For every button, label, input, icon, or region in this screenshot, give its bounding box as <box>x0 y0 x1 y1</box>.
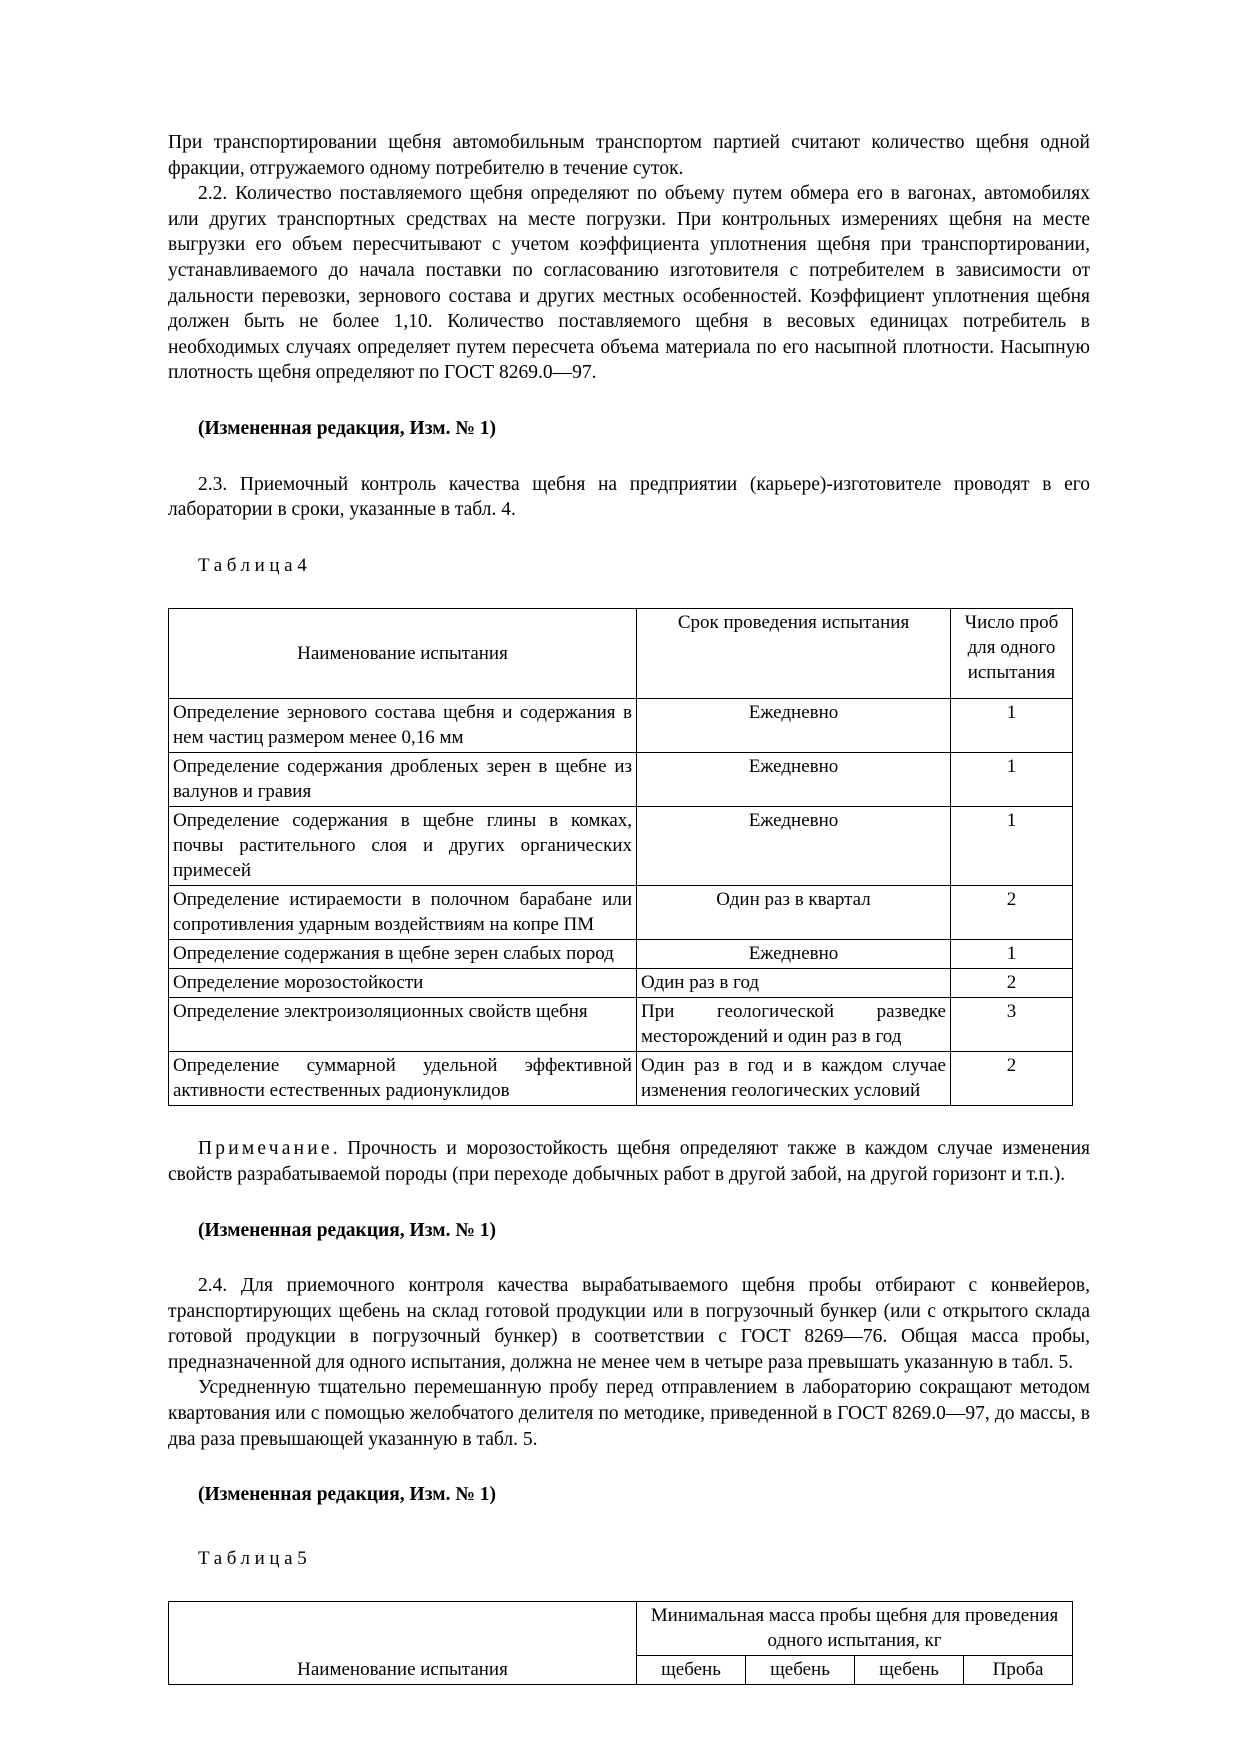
table4-cell-count: 1 <box>951 940 1073 969</box>
note-text: . Прочность и морозостойкость щебня определяют также в каждом случае изменения свойств разрабатываемой породы (при переходе добычных работ в другой забой, на другой горизонт и т.п.). <box>168 1138 1090 1185</box>
table5-subheader-4: Проба <box>964 1656 1073 1685</box>
table-row <box>169 940 1073 969</box>
table-row <box>169 1052 1073 1106</box>
table4-header-period: Срок проведения испытания <box>637 609 951 699</box>
table4-cell-name: Определение электроизоляционных свойств щебня <box>169 998 637 1052</box>
spacer <box>168 523 1090 553</box>
paragraph-2-4b: Усредненную тщательно перемешанную пробу перед отправлением в лабораторию сокращают методом квартования или с помощью желобчатого делителя по методике, приведенной в ГОСТ 8269.0—97, до массы, в два раза превышающей указанную в табл. 5. <box>168 1377 1090 1450</box>
table4-cell-count: 3 <box>951 998 1073 1052</box>
table5-caption <box>168 1546 1090 1572</box>
table-5 <box>168 1601 1073 1685</box>
table-row <box>169 699 1073 753</box>
table-row <box>169 998 1073 1052</box>
spacer <box>168 386 1090 416</box>
table4-caption-number: 4 <box>297 554 307 576</box>
table5-subheader-1: щебень <box>637 1656 746 1685</box>
spacer <box>168 1188 1090 1218</box>
spacer <box>168 1243 1090 1273</box>
note-label: Примечание <box>198 1138 333 1160</box>
table4-cell-count: 2 <box>951 1052 1073 1106</box>
table4-caption <box>168 553 1090 579</box>
table-4 <box>168 608 1073 1106</box>
revision-note-1: (Измененная редакция, Изм. № 1) <box>198 417 497 439</box>
spacer <box>168 442 1090 472</box>
table4-cell-period: Ежедневно <box>637 753 951 807</box>
table4-header-name: Наименование испытания <box>169 609 637 699</box>
table4-cell-count: 1 <box>951 807 1073 886</box>
table4-cell-name: Определение зернового состава щебня и содержания в нем частиц размером менее 0,16 мм <box>169 699 637 753</box>
revision-note-2: (Измененная редакция, Изм. № 1) <box>198 1219 497 1241</box>
spacer <box>168 578 1090 608</box>
table4-header-count: Число проб для одного испытания <box>951 609 1073 699</box>
table4-note <box>168 1136 1090 1187</box>
table4-cell-period: Ежедневно <box>637 807 951 886</box>
revision-note-3: (Измененная редакция, Изм. № 1) <box>198 1484 497 1506</box>
table4-cell-period: При геологической разведке месторождений и один раз в год <box>637 998 951 1052</box>
table-row <box>169 886 1073 940</box>
paragraph-transport: При транспортировании щебня автомобильным транспортом партией считают количество щебня одной фракции, отгружаемого одному потребителю в течение суток. <box>168 132 1090 179</box>
table4-caption-word: Таблица <box>198 554 298 576</box>
table5-header-span: Минимальная масса пробы щебня для проведения одного испытания, кг <box>637 1602 1073 1656</box>
table4-cell-count: 1 <box>951 753 1073 807</box>
table5-caption-number: 5 <box>297 1547 307 1569</box>
table4-cell-name: Определение суммарной удельной эффективной активности естественных радионуклидов <box>169 1052 637 1106</box>
paragraph-2-2: 2.2. Количество поставляемого щебня определяют по объему путем обмера его в вагонах, автомобилях или других транспортных средствах на месте погрузки. При контрольных измерениях щебня на месте выгрузки его объем пересчитывают с учетом коэффициента уплотнения щебня при транспортировании, устанавливаемого до начала поставки по согласованию изготовителя с потребителем в зависимости от дальности перевозки, зернового состава и других местных особенностей. Коэффициент уплотнения щебня должен быть не более 1,10. Количество поставляемого щебня в весовых единицах потребитель в необходимых случаях определяет путем пересчета объема материала по его насыпной плотности. Насыпную плотность щебня определяют по ГОСТ 8269.0—97. <box>168 183 1090 384</box>
spacer <box>168 1106 1090 1136</box>
table5-subheader-3: щебень <box>855 1656 964 1685</box>
paragraph-2-3: 2.3. Приемочный контроль качества щебня на предприятии (карьере)-изготовителе проводят в его лаборатории в сроки, указанные в табл. 4. <box>168 473 1090 521</box>
table4-cell-period: Один раз в год <box>637 969 951 998</box>
table4-cell-name: Определение морозостойкости <box>169 969 637 998</box>
table-row <box>169 753 1073 807</box>
table5-header-row-1 <box>169 1602 1073 1656</box>
table4-cell-count: 2 <box>951 969 1073 998</box>
table4-cell-count: 1 <box>951 699 1073 753</box>
table-row <box>169 969 1073 998</box>
table4-cell-name: Определение содержания в щебне зерен слабых пород <box>169 940 637 969</box>
table4-body <box>169 699 1073 1106</box>
spacer <box>168 1452 1090 1482</box>
table4-header-row <box>169 609 1073 699</box>
spacer <box>168 1571 1090 1601</box>
table4-cell-period: Один раз в квартал <box>637 886 951 940</box>
table5-caption-word: Таблица <box>198 1547 298 1569</box>
table5-subheader-2: щебень <box>746 1656 855 1685</box>
table4-cell-period: Один раз в год и в каждом случае изменения геологических условий <box>637 1052 951 1106</box>
table4-cell-name: Определение содержания в щебне глины в комках, почвы растительного слоя и других органических примесей <box>169 807 637 886</box>
table4-cell-period: Ежедневно <box>637 940 951 969</box>
table4-cell-count: 2 <box>951 886 1073 940</box>
table5-header-name: Наименование испытания <box>169 1602 637 1685</box>
spacer <box>168 1508 1090 1546</box>
table-row <box>169 807 1073 886</box>
paragraph-2-4: 2.4. Для приемочного контроля качества вырабатываемого щебня пробы отбирают с конвейеров, транспортирующих щебень на склад готовой продукции или в погрузочный бункер (или с открытого склада готовой продукции в погрузочный бункер) в соответствии с ГОСТ 8269—76. Общая масса пробы, предназначенной для одного испытания, должна не менее чем в четыре раза превышать указанную в табл. 5. <box>168 1275 1090 1373</box>
table4-cell-period: Ежедневно <box>637 699 951 753</box>
table4-cell-name: Определение истираемости в полочном барабане или сопротивления ударным воздействиям на копре ПМ <box>169 886 637 940</box>
table4-cell-name: Определение содержания дробленых зерен в щебне из валунов и гравия <box>169 753 637 807</box>
